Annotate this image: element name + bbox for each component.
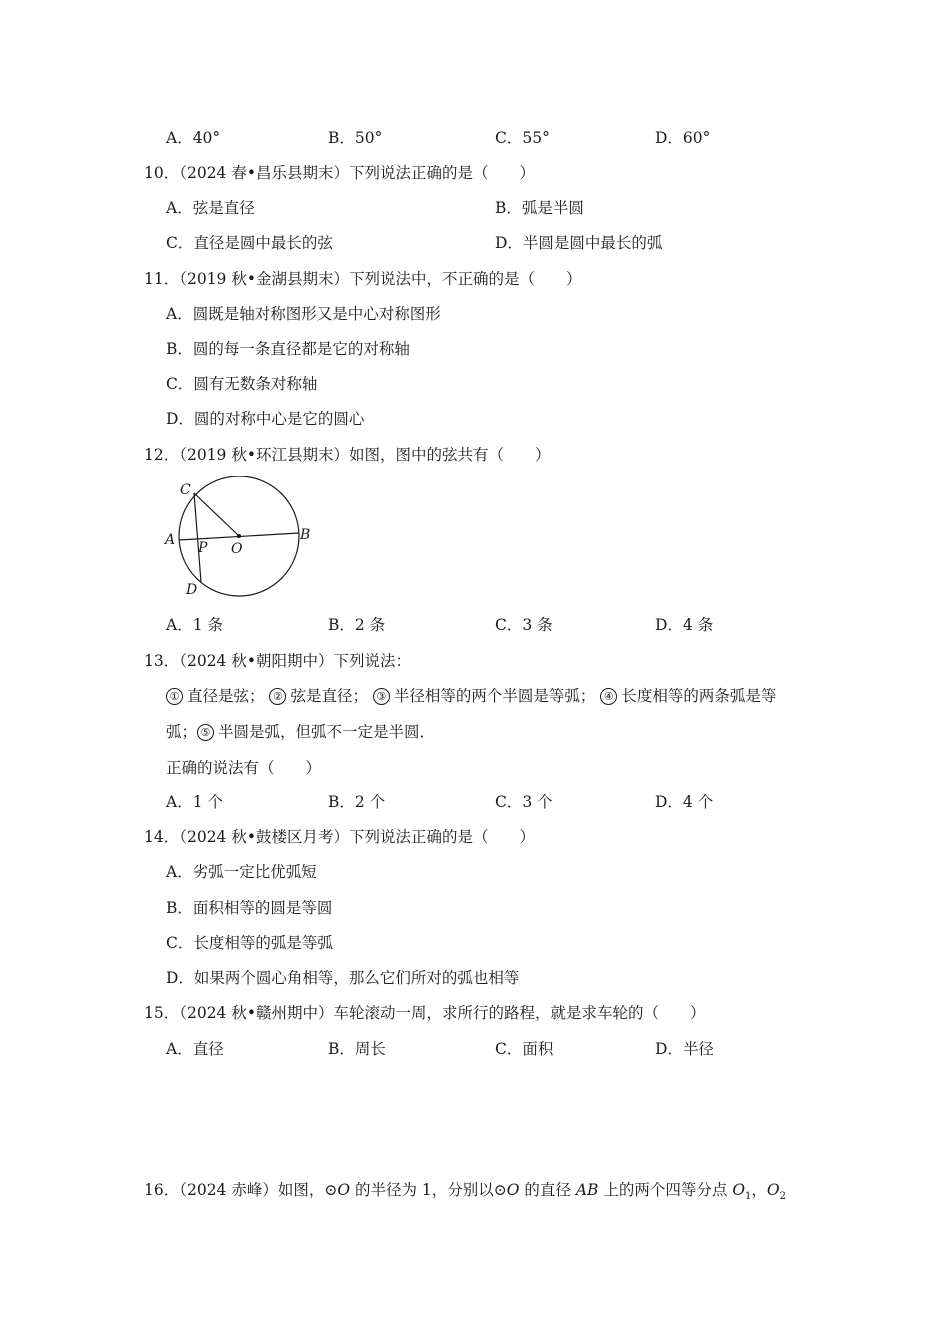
q13-prompt: 正确的说法有（ ）: [166, 759, 322, 777]
circled-3: ③: [373, 688, 390, 705]
q11-stem: 11．（2019 秋•金湖县期末）下列说法中，不正确的是（ ）: [144, 270, 582, 288]
q16-sub2: 2: [779, 1191, 787, 1203]
q16-mid3: 上的两个四等分点: [598, 1181, 733, 1199]
q13-statements-line1: [166, 686, 776, 706]
q12-option-d: D．4 条: [655, 616, 714, 634]
q13-option-c: C．3 个: [495, 793, 553, 811]
chord-cd: [194, 493, 201, 582]
q11-option-d: D．圆的对称中心是它的圆心: [166, 410, 365, 428]
q14-option-c: C．长度相等的弧是等弧: [166, 934, 333, 952]
q16-mid1: 的半径为 1，分别以⊙: [350, 1181, 507, 1199]
q12-stem: 12．（2019 秋•环江县期末）如图，图中的弦共有（ ）: [144, 446, 551, 464]
q11-option-a: A．圆既是轴对称图形又是中心对称图形: [166, 305, 441, 323]
q12-option-a: A．1 条: [166, 616, 223, 634]
q15-option-a: A．直径: [166, 1040, 224, 1058]
q14-option-a: A．劣弧一定比优弧短: [166, 863, 317, 881]
q9-option-c: C．55°: [495, 129, 550, 147]
q16-var-o: O: [337, 1181, 351, 1199]
q9-option-d: D．60°: [655, 129, 711, 147]
q13-option-d: D．4 个: [655, 793, 714, 811]
q15-stem: 15．（2024 秋•赣州期中）车轮滚动一周，求所行的路程，就是求车轮的（ ）: [144, 1004, 706, 1022]
label-o: O: [231, 541, 243, 557]
q15-option-c: C．面积: [495, 1040, 554, 1058]
q16-sub1: 1: [745, 1191, 752, 1203]
q10-option-d: D．半圆是圆中最长的弧: [495, 234, 663, 252]
q16-var-o-2: O: [506, 1181, 520, 1199]
q10-option-a: A．弦是直径: [166, 199, 255, 217]
q16-prefix: 16．（2024 赤峰）如图，⊙: [144, 1181, 338, 1199]
q16-var-o1: O: [732, 1181, 746, 1199]
q15-option-d: D．半径: [655, 1040, 714, 1058]
q14-option-b: B．面积相等的圆是等圆: [166, 899, 333, 917]
q11-option-c: C．圆有无数条对称轴: [166, 375, 318, 393]
q14-option-d: D．如果两个圆心角相等，那么它们所对的弧也相等: [166, 969, 520, 987]
q10-option-c: C．直径是圆中最长的弦: [166, 234, 333, 252]
label-d: D: [186, 582, 198, 598]
q12-option-c: C．3 条: [495, 616, 553, 634]
q16-comma: ，: [751, 1181, 767, 1199]
circled-1: ①: [166, 688, 183, 705]
center-point: [237, 534, 241, 538]
q13-s1: 直径是弦；: [187, 687, 265, 705]
q13-s2: 弦是直径；: [290, 687, 368, 705]
label-c: C: [180, 482, 191, 498]
circled-2: ②: [269, 688, 286, 705]
q13-option-a: A．1 个: [166, 793, 223, 811]
q9-option-a: A．40°: [166, 129, 221, 147]
q12-option-b: B．2 条: [328, 616, 386, 634]
q16-var-ab: AB: [575, 1181, 599, 1199]
q16-stem: [144, 1180, 786, 1207]
circled-5: ⑤: [197, 724, 214, 741]
q10-stem: 10．（2024 春•昌乐县期末）下列说法正确的是（ ）: [144, 164, 535, 182]
q9-option-b: B．50°: [328, 129, 383, 147]
radius-oc: [194, 493, 239, 536]
q13-statements-line2: [166, 722, 435, 742]
circled-4: ④: [600, 688, 617, 705]
label-p: P: [198, 540, 208, 556]
q16-mid2: 的直径: [519, 1181, 576, 1199]
q13-option-b: B．2 个: [328, 793, 386, 811]
q14-stem: 14．（2024 秋•鼓楼区月考）下列说法正确的是（ ）: [144, 828, 535, 846]
q16-var-o2: O: [766, 1181, 780, 1199]
q11-option-b: B．圆的每一条直径都是它的对称轴: [166, 340, 410, 358]
q10-option-b: B．弧是半圆: [495, 199, 584, 217]
q13-s4b: 弧；: [166, 723, 198, 741]
q13-s3: 半径相等的两个半圆是等弧；: [393, 687, 596, 705]
label-b: B: [300, 527, 311, 543]
q13-s4: 长度相等的两条弧是等: [621, 687, 777, 705]
q15-option-b: B．周长: [328, 1040, 386, 1058]
circle-chord-figure: [160, 476, 320, 606]
q13-stem: 13．（2024 秋•朝阳期中）下列说法：: [144, 652, 411, 670]
label-a: A: [165, 532, 176, 548]
q13-s5: 半圆是弧，但弧不一定是半圆．: [218, 723, 436, 741]
